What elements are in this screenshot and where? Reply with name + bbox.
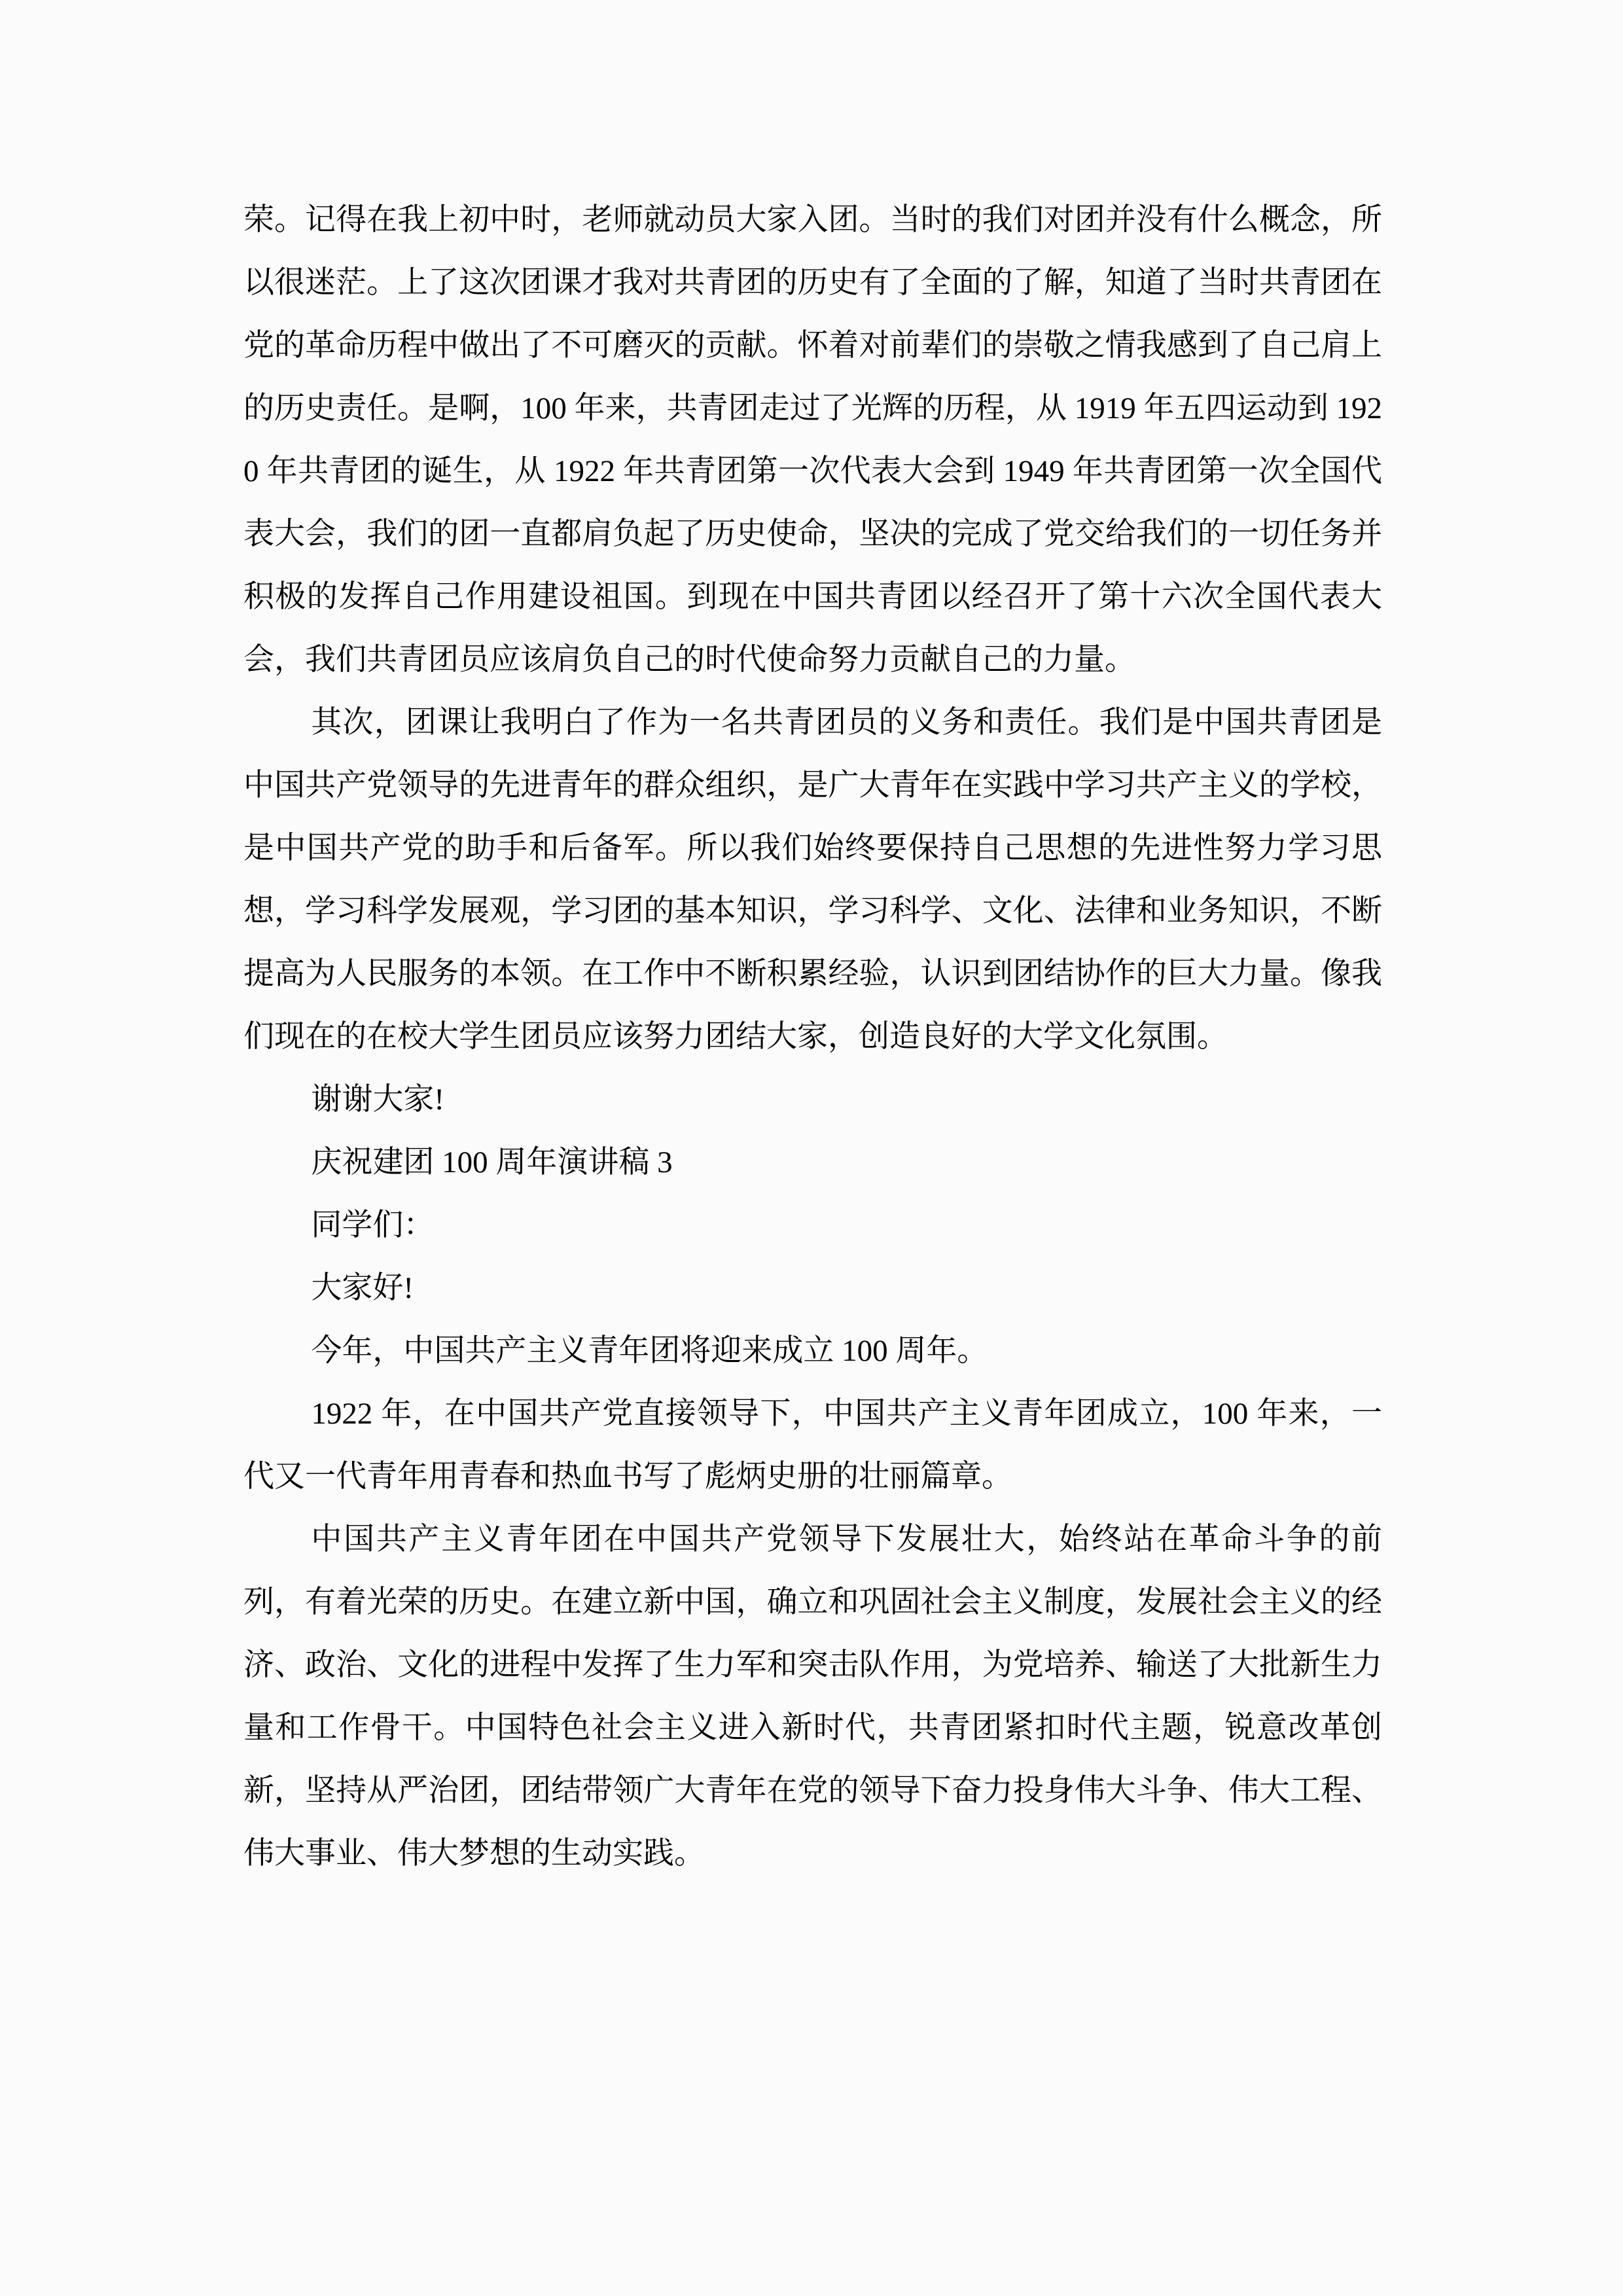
paragraph: 其次，团课让我明白了作为一名共青团员的义务和责任。我们是中国共青团是中国共产党领导的先进青年的群众组织，是广大青年在实践中学习共产主义的学校，是中国共产党的助手和后备军。所以我们始终要保持自己思想的先进性努力学习思想，学习科学发展观，学习团的基本知识，学习科学、文化、法律和业务知识，不断提高为人民服务的本领。在工作中不断积累经验，认识到团结协作的巨大力量。像我们现在的在校大学生团员应该努力团结大家，创造良好的大学文化氛围。 xyxy=(243,706,1382,1054)
closing-line: 谢谢大家! xyxy=(311,1083,445,1117)
paragraph: 荣。记得在我上初中时，老师就动员大家入团。当时的我们对团并没有什么概念，所以很迷茫。上了这次团课才我对共青团的历史有了全面的了解，知道了当时共青团在党的革命历程中做出了不可磨灭的贡献。怀着对前辈们的崇敬之情我感到了自己肩上的历史责任。是啊，100 年来，共青团走过了光辉的历程，从 1919 年五四运动到 1920 年共青团的诞生，从 1922 年共青团第一次代表大会到 1949 年共青团第一次全国代表大会，我们的团一直都肩负起了历史使命，坚决的完成了党交给我们的一切任务并积极的发挥自己作用建设祖国。到现在中国共青团以经召开了第十六次全国代表大会，我们共青团员应该肩负自己的时代使命努力贡献自己的力量。 xyxy=(243,203,1382,677)
greeting: 大家好! xyxy=(311,1271,414,1305)
paragraph: 中国共产主义青年团在中国共产党领导下发展壮大，始终站在革命斗争的前列，有着光荣的历史。在建立新中国，确立和巩固社会主义制度，发展社会主义的经济、政治、文化的进程中发挥了生力军和突击队作用，为党培养、输送了大批新生力量和工作骨干。中国特色社会主义进入新时代，共青团紧扣时代主题，锐意改革创新，坚持从严治团，团结带领广大青年在党的领导下奋力投身伟大斗争、伟大工程、伟大事业、伟大梦想的生动实践。 xyxy=(243,1522,1382,1871)
paragraph: 今年，中国共产主义青年团将迎来成立 100 周年。 xyxy=(311,1334,988,1368)
section-title: 庆祝建团 100 周年演讲稿 3 xyxy=(311,1145,673,1179)
salutation: 同学们： xyxy=(311,1208,435,1242)
paragraph: 1922 年，在中国共产党直接领导下，中国共产主义青年团成立，100 年来，一代又一代青年用青春和热血书写了彪炳史册的壮丽篇章。 xyxy=(243,1397,1382,1494)
